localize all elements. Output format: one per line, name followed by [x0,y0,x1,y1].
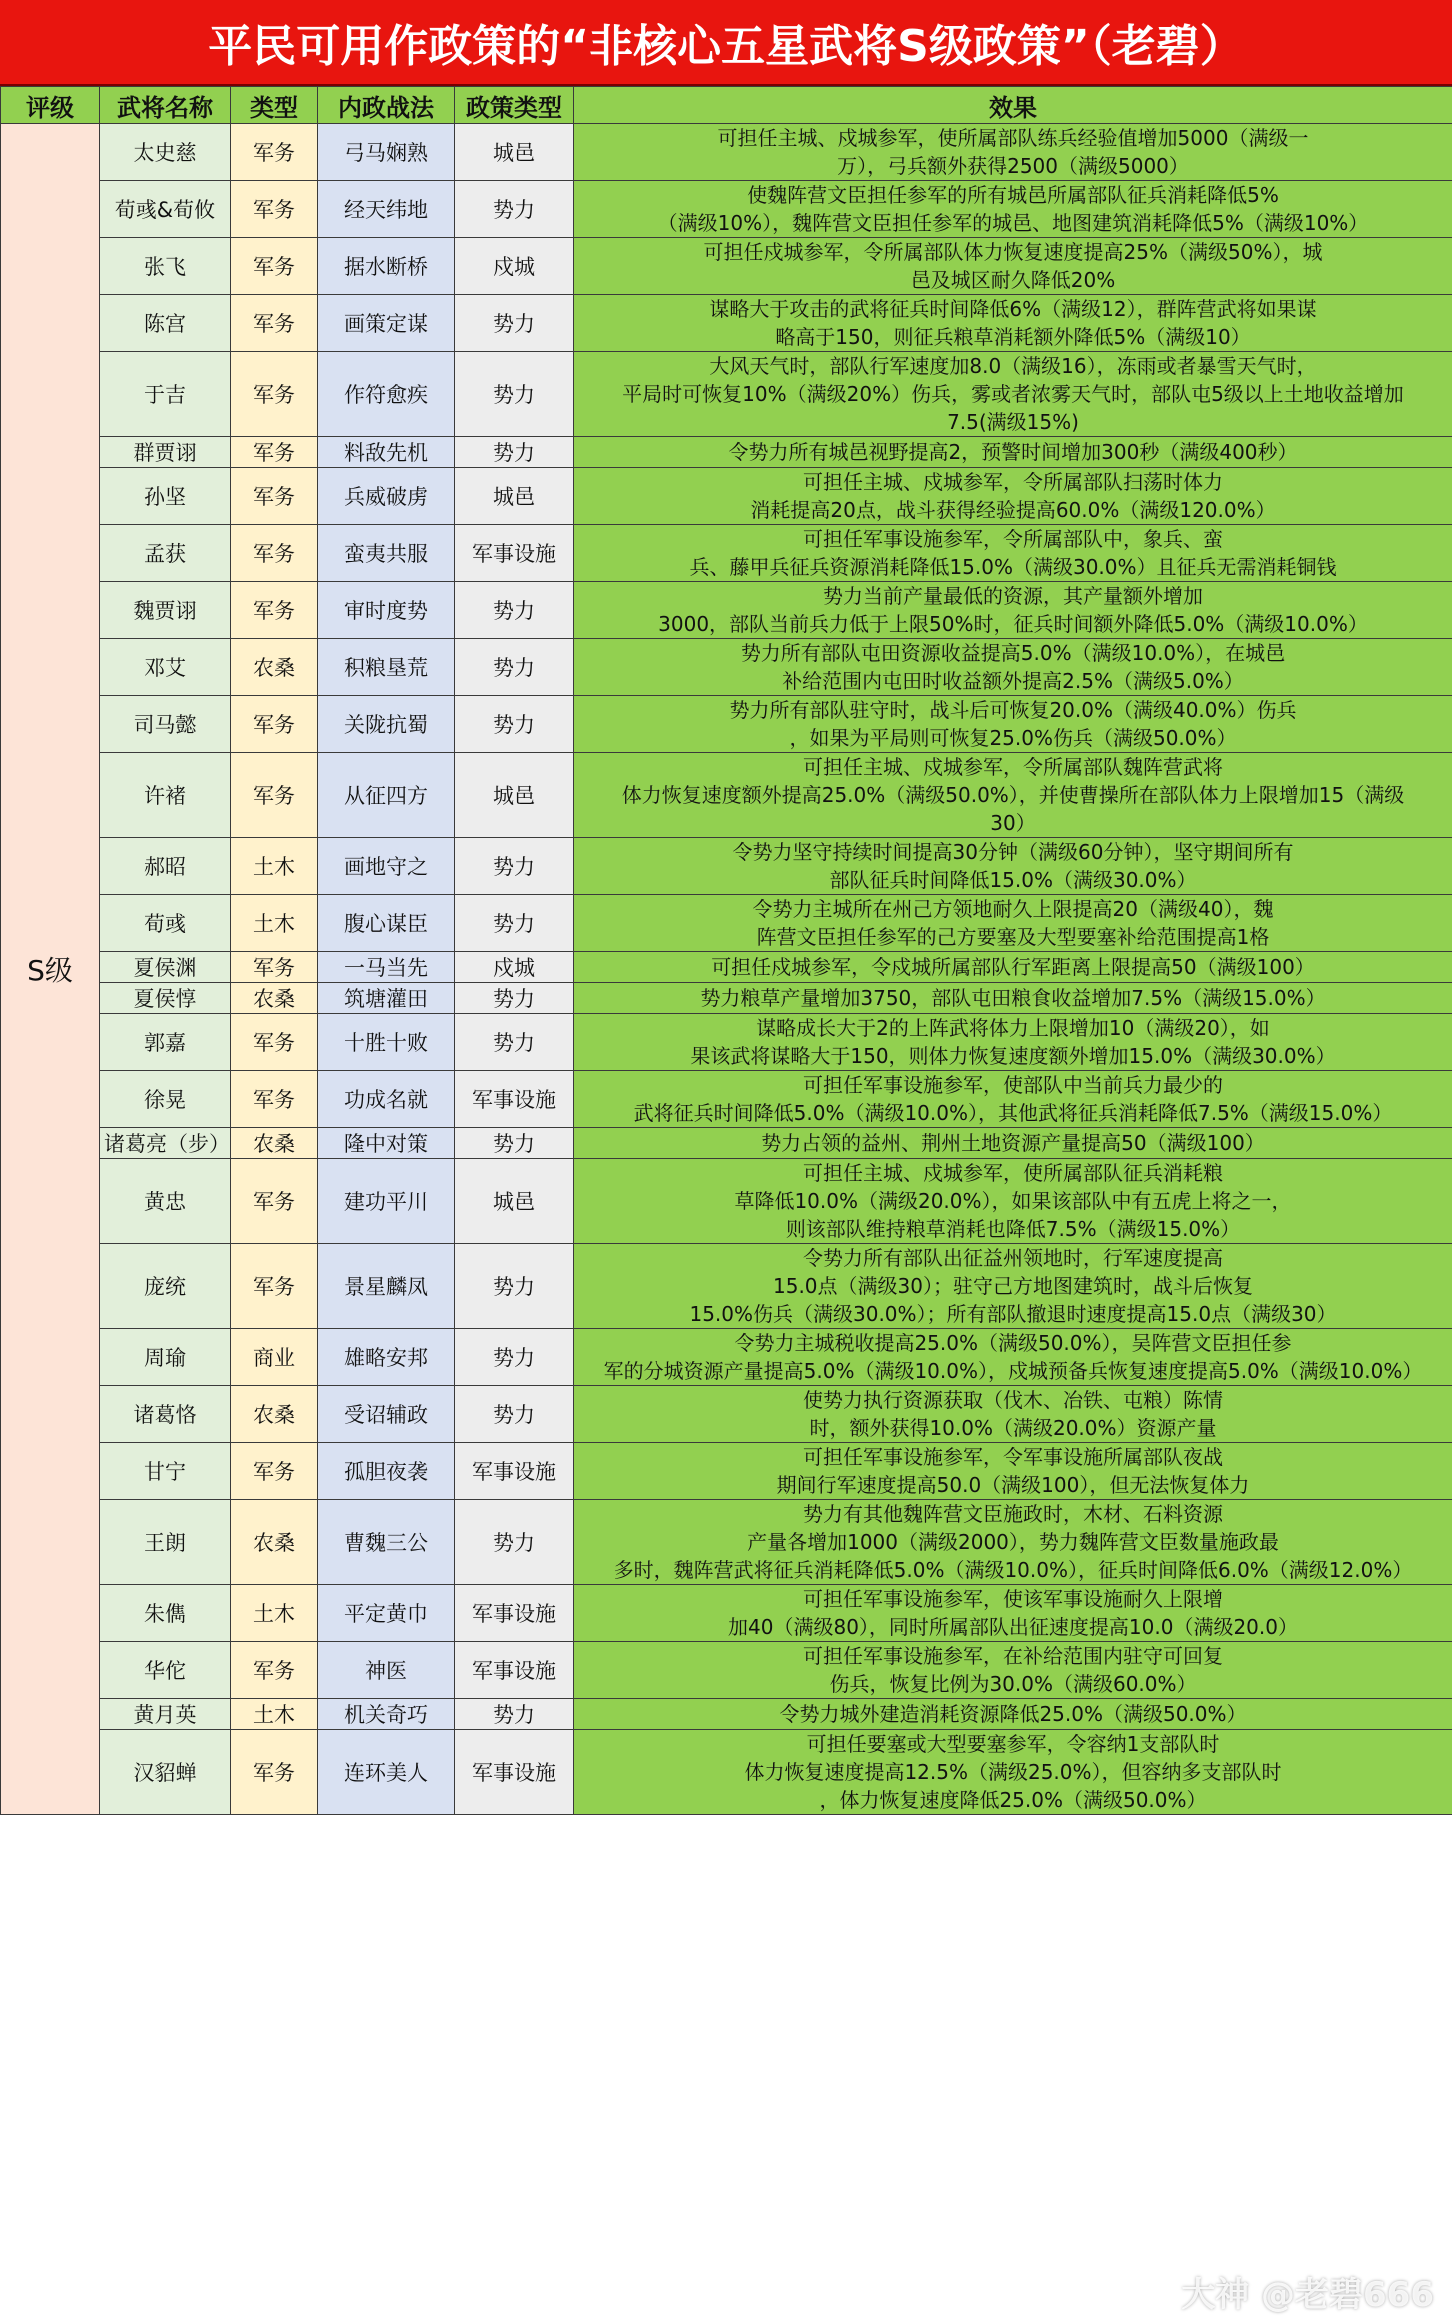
effect-line: 可担任主城、戍城参军，令所属部队魏阵营武将 [803,755,1223,779]
effect-cell [574,437,1452,468]
effect-line: 阵营文臣担任参军的己方要塞及大型要塞补给范围提高1格 [756,925,1270,949]
policy-type-cell: 势力 [455,1128,574,1159]
effect-line: 令势力主城所在州己方领地耐久上限提高20（满级40），魏 [752,897,1274,921]
table-row [1,1128,1452,1159]
skill-cell: 关陇抗蜀 [318,696,455,753]
skill-cell: 受诏辅政 [318,1386,455,1443]
table-row [1,124,1452,181]
effect-line: ，体力恢复速度降低25.0%（满级50.0%） [819,1788,1207,1812]
effect-line: 令势力主城税收提高25.0%（满级50.0%），吴阵营文臣担任参 [734,1331,1292,1355]
table-header-row [1,87,1452,124]
policy-type-cell: 军事设施 [455,1642,574,1699]
policy-type-cell: 城邑 [455,753,574,838]
effect-line: 可担任要塞或大型要塞参军，令容纳1支部队时 [806,1732,1220,1756]
effect-line: 期间行军速度提高50.0（满级100），但无法恢复体力 [776,1473,1250,1497]
effect-cell [574,468,1452,525]
policy-type-cell: 势力 [455,352,574,437]
header-effect: 效果 [574,87,1452,124]
skill-cell: 孤胆夜袭 [318,1443,455,1500]
header-type: 类型 [231,87,318,124]
effect-line: 可担任戍城参军，令戍城所属部队行军距离上限提高50（满级100） [711,955,1315,979]
policy-type-cell: 势力 [455,639,574,696]
effect-cell [574,1730,1452,1815]
effect-cell [574,181,1452,238]
type-cell: 军务 [231,525,318,582]
table-row [1,525,1452,582]
type-cell: 农桑 [231,639,318,696]
effect-line: 势力所有部队驻守时，战斗后可恢复20.0%（满级40.0%）伤兵 [729,698,1297,722]
effect-cell [574,1071,1452,1128]
general-name-cell: 徐晃 [100,1071,231,1128]
policy-type-cell: 势力 [455,1500,574,1585]
general-name-cell: 诸葛亮（步） [100,1128,231,1159]
effect-cell [574,983,1452,1014]
effect-line: 3000，部队当前兵力低于上限50%时，征兵时间额外降低5.0%（满级10.0%） [658,612,1368,636]
effect-cell [574,1699,1452,1730]
table-row [1,753,1452,838]
effect-line: 果该武将谋略大于150，则体力恢复速度额外增加15.0%（满级30.0%） [690,1044,1336,1068]
effect-line: 军的分城资源产量提高5.0%（满级10.0%），戍城预备兵恢复速度提高5.0%（满级10.0%） [603,1359,1423,1383]
effect-line: 略高于150，则征兵粮草消耗额外降低5%（满级10） [775,325,1251,349]
skill-cell: 筑塘灌田 [318,983,455,1014]
table-row [1,1500,1452,1585]
effect-line: 兵、藤甲兵征兵资源消耗降低15.0%（满级30.0%）且征兵无需消耗铜钱 [689,555,1337,579]
type-cell: 军务 [231,181,318,238]
page-title: 平民可用作政策的“非核心五星武将S级政策”（老碧） [0,0,1452,86]
general-name-cell: 群贾诩 [100,437,231,468]
table-row [1,952,1452,983]
skill-cell: 据水断桥 [318,238,455,295]
effect-cell [574,753,1452,838]
general-name-cell: 孙坚 [100,468,231,525]
skill-cell: 画策定谋 [318,295,455,352]
effect-line: 使势力执行资源获取（伐木、冶铁、屯粮）陈情 [803,1388,1223,1412]
table-row [1,1329,1452,1386]
effect-line: 万），弓兵额外获得2500（满级5000） [837,154,1189,178]
type-cell: 军务 [231,1244,318,1329]
table-row [1,1642,1452,1699]
effect-line: 可担任戍城参军，令所属部队体力恢复速度提高25%（满级50%），城 [703,240,1323,264]
effect-line: 补给范围内屯田时收益额外提高2.5%（满级5.0%） [782,669,1244,693]
general-name-cell: 华佗 [100,1642,231,1699]
general-name-cell: 孟获 [100,525,231,582]
effect-line: 可担任军事设施参军，使该军事设施耐久上限增 [803,1587,1223,1611]
skill-cell: 兵威破虏 [318,468,455,525]
policy-type-cell: 军事设施 [455,1730,574,1815]
effect-cell [574,525,1452,582]
policy-type-cell: 势力 [455,1014,574,1071]
general-name-cell: 陈宫 [100,295,231,352]
effect-cell [574,238,1452,295]
type-cell: 军务 [231,1014,318,1071]
skill-cell: 弓马娴熟 [318,124,455,181]
skill-cell: 蛮夷共服 [318,525,455,582]
table-row [1,696,1452,753]
skill-cell: 曹魏三公 [318,1500,455,1585]
grade-cell: S级 [1,124,100,1815]
general-name-cell: 司马懿 [100,696,231,753]
effect-line: 可担任主城、戍城参军，使所属部队征兵消耗粮 [803,1161,1223,1185]
skill-cell: 从征四方 [318,753,455,838]
general-name-cell: 夏侯惇 [100,983,231,1014]
table-row [1,1386,1452,1443]
table-row [1,181,1452,238]
skill-cell: 景星麟凤 [318,1244,455,1329]
skill-cell: 审时度势 [318,582,455,639]
effect-line: 30） [990,811,1036,835]
effect-line: ，如果为平局则可恢复25.0%伤兵（满级50.0%） [789,726,1237,750]
type-cell: 军务 [231,753,318,838]
effect-line: 谋略大于攻击的武将征兵时间降低6%（满级12），群阵营武将如果谋 [709,297,1317,321]
policy-type-cell: 城邑 [455,468,574,525]
table-row [1,838,1452,895]
policy-type-cell: 势力 [455,895,574,952]
effect-cell [574,582,1452,639]
policy-type-cell: 军事设施 [455,1443,574,1500]
policy-type-cell: 势力 [455,696,574,753]
skill-cell: 作符愈疾 [318,352,455,437]
type-cell: 农桑 [231,1500,318,1585]
table-row [1,983,1452,1014]
effect-cell [574,1128,1452,1159]
policy-type-cell: 势力 [455,295,574,352]
effect-cell [574,124,1452,181]
general-name-cell: 王朗 [100,1500,231,1585]
table-row [1,1585,1452,1642]
header-skill: 内政战法 [318,87,455,124]
type-cell: 军务 [231,437,318,468]
type-cell: 军务 [231,352,318,437]
type-cell: 军务 [231,238,318,295]
effect-cell [574,639,1452,696]
policy-type-cell: 势力 [455,181,574,238]
effect-cell [574,1159,1452,1244]
policy-type-cell: 城邑 [455,124,574,181]
skill-cell: 经天纬地 [318,181,455,238]
type-cell: 军务 [231,582,318,639]
skill-cell: 腹心谋臣 [318,895,455,952]
effect-line: 体力恢复速度提高12.5%（满级25.0%），但容纳多支部队时 [744,1760,1282,1784]
type-cell: 农桑 [231,1128,318,1159]
effect-line: 令势力所有部队出征益州领地时，行军速度提高 [803,1246,1223,1270]
general-name-cell: 汉貂蝉 [100,1730,231,1815]
table-row [1,468,1452,525]
skill-cell: 雄略安邦 [318,1329,455,1386]
effect-line: 可担任军事设施参军，令军事设施所属部队夜战 [803,1445,1223,1469]
general-name-cell: 黄月英 [100,1699,231,1730]
policy-type-cell: 军事设施 [455,525,574,582]
effect-line: 势力所有部队屯田资源收益提高5.0%（满级10.0%），在城邑 [740,641,1286,665]
effect-cell [574,1329,1452,1386]
type-cell: 军务 [231,1071,318,1128]
effect-cell [574,352,1452,437]
policy-type-cell: 势力 [455,838,574,895]
type-cell: 农桑 [231,983,318,1014]
effect-line: 可担任军事设施参军，使部队中当前兵力最少的 [803,1073,1223,1097]
type-cell: 军务 [231,1443,318,1500]
general-name-cell: 张飞 [100,238,231,295]
type-cell: 军务 [231,1730,318,1815]
header-general-name: 武将名称 [100,87,231,124]
effect-cell [574,1443,1452,1500]
table-row [1,639,1452,696]
effect-cell [574,1014,1452,1071]
table-row [1,1244,1452,1329]
policy-type-cell: 势力 [455,1699,574,1730]
skill-cell: 功成名就 [318,1071,455,1128]
type-cell: 农桑 [231,1386,318,1443]
type-cell: 军务 [231,124,318,181]
effect-cell [574,838,1452,895]
type-cell: 军务 [231,295,318,352]
effect-line: （满级10%），魏阵营文臣担任参军的城邑、地图建筑消耗降低5%（满级10%） [657,211,1369,235]
table-row [1,1071,1452,1128]
effect-line: 使魏阵营文臣担任参军的所有城邑所属部队征兵消耗降低5% [747,183,1279,207]
general-name-cell: 太史慈 [100,124,231,181]
table-row [1,1699,1452,1730]
effect-cell [574,952,1452,983]
effect-cell [574,1244,1452,1329]
effect-line: 势力有其他魏阵营文臣施政时，木材、石料资源 [803,1502,1223,1526]
type-cell: 土木 [231,838,318,895]
table-row [1,238,1452,295]
general-name-cell: 邓艾 [100,639,231,696]
skill-cell: 隆中对策 [318,1128,455,1159]
effect-line: 消耗提高20点，战斗获得经验提高60.0%（满级120.0%） [750,498,1276,522]
effect-line: 势力占领的益州、荆州土地资源产量提高50（满级100） [761,1131,1265,1155]
table-row [1,895,1452,952]
policy-type-cell: 势力 [455,582,574,639]
type-cell: 土木 [231,1585,318,1642]
skill-cell: 机关奇巧 [318,1699,455,1730]
type-cell: 商业 [231,1329,318,1386]
effect-line: 伤兵，恢复比例为30.0%（满级60.0%） [829,1672,1197,1696]
watermark: 大神 @老碧666 [1181,2275,1434,2315]
type-cell: 军务 [231,1642,318,1699]
effect-line: 多时，魏阵营武将征兵消耗降低5.0%（满级10.0%），征兵时间降低6.0%（满级12.0%） [613,1558,1413,1582]
policy-type-cell: 军事设施 [455,1585,574,1642]
type-cell: 军务 [231,468,318,525]
general-name-cell: 荀彧 [100,895,231,952]
effect-line: 势力当前产量最低的资源，其产量额外增加 [823,584,1203,608]
header-grade: 评级 [1,87,100,124]
effect-cell [574,895,1452,952]
skill-cell: 连环美人 [318,1730,455,1815]
effect-line: 谋略成长大于2的上阵武将体力上限增加10（满级20），如 [756,1016,1270,1040]
effect-line: 令势力所有城邑视野提高2，预警时间增加300秒（满级400秒） [728,440,1298,464]
effect-line: 武将征兵时间降低5.0%（满级10.0%），其他武将征兵消耗降低7.5%（满级15.0%） [633,1101,1393,1125]
general-name-cell: 荀彧&荀攸 [100,181,231,238]
general-name-cell: 郝昭 [100,838,231,895]
general-name-cell: 诸葛恪 [100,1386,231,1443]
policy-type-cell: 势力 [455,983,574,1014]
effect-line: 体力恢复速度额外提高25.0%（满级50.0%），并使曹操所在部队体力上限增加15（满级 [621,783,1405,807]
general-name-cell: 黄忠 [100,1159,231,1244]
skill-cell: 神医 [318,1642,455,1699]
general-name-cell: 甘宁 [100,1443,231,1500]
table-row [1,1730,1452,1815]
policy-type-cell: 势力 [455,437,574,468]
policy-type-cell: 戍城 [455,952,574,983]
general-name-cell: 周瑜 [100,1329,231,1386]
policy-type-cell: 城邑 [455,1159,574,1244]
general-name-cell: 朱儁 [100,1585,231,1642]
skill-cell: 一马当先 [318,952,455,983]
effect-line: 势力粮草产量增加3750，部队屯田粮食收益增加7.5%（满级15.0%） [700,986,1326,1010]
effect-cell [574,1642,1452,1699]
effect-line: 平局时可恢复10%（满级20%）伤兵，雾或者浓雾天气时，部队屯5级以上土地收益增加 [622,382,1404,406]
policy-type-cell: 戍城 [455,238,574,295]
table-row [1,295,1452,352]
policy-table [0,86,1452,1815]
policy-type-cell: 势力 [455,1386,574,1443]
general-name-cell: 郭嘉 [100,1014,231,1071]
effect-line: 加40（满级80），同时所属部队出征速度提高10.0（满级20.0） [728,1615,1298,1639]
skill-cell: 画地守之 [318,838,455,895]
effect-line: 邑及城区耐久降低20% [910,268,1116,292]
effect-cell [574,1585,1452,1642]
effect-line: 草降低10.0%（满级20.0%），如果该部队中有五虎上将之一， [734,1189,1292,1213]
effect-line: 可担任军事设施参军，令所属部队中，象兵、蛮 [803,527,1223,551]
effect-line: 令势力城外建造消耗资源降低25.0%（满级50.0%） [779,1702,1247,1726]
effect-line: 大风天气时，部队行军速度加8.0（满级16），冻雨或者暴雪天气时， [709,354,1317,378]
skill-cell: 料敌先机 [318,437,455,468]
general-name-cell: 于吉 [100,352,231,437]
effect-line: 15.0%伤兵（满级30.0%）；所有部队撤退时速度提高15.0点（满级30） [689,1302,1337,1326]
type-cell: 军务 [231,1159,318,1244]
effect-line: 7.5(满级15%) [947,410,1079,434]
effect-line: 产量各增加1000（满级2000），势力魏阵营文臣数量施政最 [747,1530,1279,1554]
skill-cell: 积粮垦荒 [318,639,455,696]
table-row [1,352,1452,437]
effect-line: 令势力坚守持续时间提高30分钟（满级60分钟），坚守期间所有 [732,840,1294,864]
table-row [1,437,1452,468]
skill-cell: 平定黄巾 [318,1585,455,1642]
skill-cell: 十胜十败 [318,1014,455,1071]
effect-line: 可担任军事设施参军，在补给范围内驻守可回复 [803,1644,1223,1668]
general-name-cell: 许褚 [100,753,231,838]
effect-line: 时，额外获得10.0%（满级20.0%）资源产量 [809,1416,1217,1440]
effect-line: 部队征兵时间降低15.0%（满级30.0%） [829,868,1197,892]
table-row [1,1443,1452,1500]
policy-type-cell: 军事设施 [455,1071,574,1128]
effect-line: 可担任主城、戍城参军，令所属部队扫荡时体力 [803,470,1223,494]
type-cell: 土木 [231,1699,318,1730]
effect-cell [574,696,1452,753]
effect-line: 可担任主城、戍城参军，使所属部队练兵经验值增加5000（满级一 [717,126,1309,150]
policy-type-cell: 势力 [455,1329,574,1386]
effect-cell [574,1386,1452,1443]
general-name-cell: 魏贾诩 [100,582,231,639]
type-cell: 军务 [231,696,318,753]
general-name-cell: 夏侯渊 [100,952,231,983]
table-row [1,582,1452,639]
effect-cell [574,1500,1452,1585]
effect-line: 则该部队维持粮草消耗也降低7.5%（满级15.0%） [785,1217,1241,1241]
effect-cell [574,295,1452,352]
effect-line: 15.0点（满级30）；驻守己方地图建筑时，战斗后恢复 [773,1274,1253,1298]
type-cell: 土木 [231,895,318,952]
table-row [1,1159,1452,1244]
header-policy-type: 政策类型 [455,87,574,124]
type-cell: 军务 [231,952,318,983]
skill-cell: 建功平川 [318,1159,455,1244]
policy-type-cell: 势力 [455,1244,574,1329]
general-name-cell: 庞统 [100,1244,231,1329]
table-row [1,1014,1452,1071]
